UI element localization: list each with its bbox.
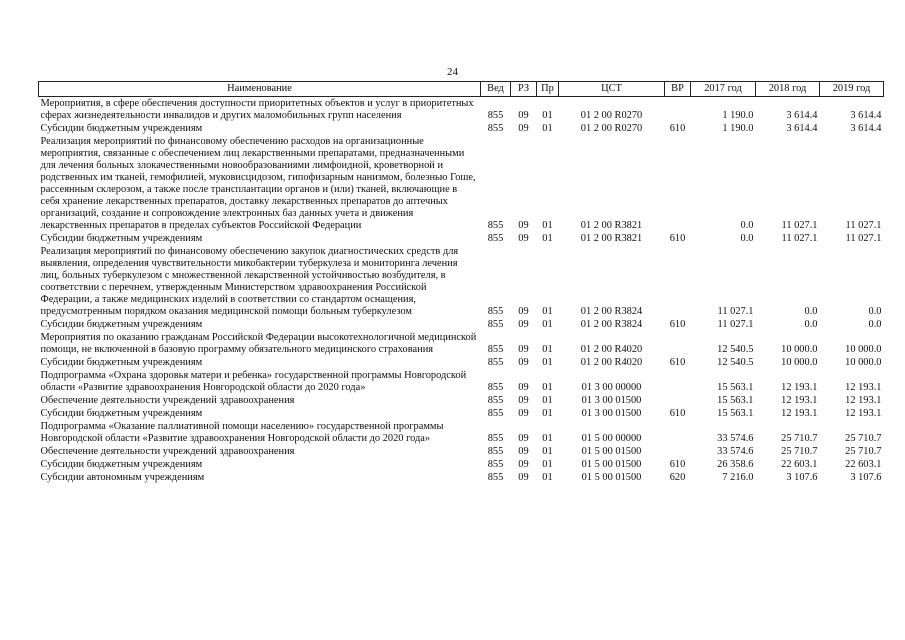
cell-rz: 09 <box>518 110 529 121</box>
cell-cst: 01 3 00 00000 <box>581 382 642 393</box>
cell-ved: 855 <box>487 233 504 244</box>
header-pr: Пр <box>537 82 559 97</box>
cell-vr <box>665 420 691 445</box>
cell-name: Мероприятия по оказанию гражданам Российской Федерации высокотехнологичной медицинской помощи, не включенной в базовую программу обязательного медицинского страхования <box>40 332 477 355</box>
cell-ved: 855 <box>487 220 504 231</box>
table-row <box>39 445 884 458</box>
cell-cst: 01 3 00 01500 <box>581 395 642 406</box>
cell-rz: 09 <box>518 344 529 355</box>
cell-name: Подпрограмма «Охрана здоровья матери и ребенка» государственной программы Новгородской области «Развитие здравоохранения Новгородской области до 2020 года» <box>40 370 467 393</box>
cell-pr: 01 <box>542 319 553 330</box>
cell-pr: 01 <box>542 306 553 317</box>
cell-ved: 855 <box>487 459 504 470</box>
cell-2017: 1 190.0 <box>722 110 754 121</box>
cell-vr: 610 <box>669 408 686 419</box>
cell-2018: 10 000.0 <box>781 344 818 355</box>
cell-ved: 855 <box>487 408 504 419</box>
cell-2019: 3 614.4 <box>850 123 882 134</box>
cell-rz: 09 <box>518 472 529 483</box>
cell-rz: 09 <box>518 433 529 444</box>
cell-rz: 09 <box>518 459 529 470</box>
cell-pr: 01 <box>542 110 553 121</box>
header-2017: 2017 год <box>691 82 756 97</box>
cell-vr: 610 <box>669 123 686 134</box>
cell-pr: 01 <box>542 459 553 470</box>
cell-rz: 09 <box>518 220 529 231</box>
table-header-row <box>39 82 884 97</box>
cell-cst: 01 2 00 R0270 <box>580 110 643 121</box>
cell-name: Мероприятия, в сфере обеспечения доступности приоритетных объектов и услуг в приоритетных сферах жизнедеятельности инвалидов и других маломобильных групп населения <box>40 98 474 121</box>
cell-rz: 09 <box>518 395 529 406</box>
cell-pr: 01 <box>542 408 553 419</box>
cell-2018: 3 614.4 <box>786 123 818 134</box>
cell-2017: 12 540.5 <box>717 357 754 368</box>
cell-2019: 11 027.1 <box>845 220 882 231</box>
cell-cst: 01 5 00 01500 <box>581 446 642 457</box>
cell-2019: 25 710.7 <box>845 446 882 457</box>
cell-2017: 15 563.1 <box>717 408 754 419</box>
cell-2018: 12 193.1 <box>781 395 818 406</box>
cell-2019: 12 193.1 <box>845 382 882 393</box>
cell-name: Реализация мероприятий по финансовому обеспечению расходов на организационные мероприятия, связанные с обеспечением лиц лекарственными препаратами, предназначенными для лечения больных злокачественными новообразованиями лимфоидной, кроветворной и родственных им тканей, гемофилией, муковисцидозом, гипофизарным нанизмом, болезнью Гоше, рассеянным склерозом, а также после трансплантации органов и (или) тканей, включающие в себя хранение лекарственных препаратов, доставку лекарственных препаратов до аптечных организаций, создание и сопровождение электронных баз данных учета и движения лекарственных препаратов в пределах субъектов Российской Федерации <box>40 136 476 231</box>
cell-ved: 855 <box>487 395 504 406</box>
cell-ved: 855 <box>487 110 504 121</box>
cell-cst: 01 2 00 R3821 <box>580 233 643 244</box>
table-row <box>39 122 884 135</box>
cell-2017: 0.0 <box>740 220 754 231</box>
header-ved: Вед <box>481 82 511 97</box>
cell-name: Реализация мероприятий по финансовому обеспечению закупок диагностических средств для выявления, определения чувствительности микобактерии туберкулеза и мониторинга лечения лиц, больных туберкулезом с множественной лекарственной устойчивостью возбудителя, в соответствии с перечнем, утвержденным Министерством здравоохранения Российской Федерации, а также медицинских изделий в соответствии со стандартом оснащения, предусмотренным порядком оказания медицинской помощи больным туберкулезом <box>40 246 459 317</box>
cell-2018: 0.0 <box>804 319 818 330</box>
cell-cst: 01 2 00 R0270 <box>580 123 643 134</box>
cell-name: Обеспечение деятельности учреждений здравоохранения <box>40 446 295 457</box>
cell-2018: 10 000.0 <box>781 357 818 368</box>
cell-cst: 01 5 00 01500 <box>581 472 642 483</box>
table-row <box>39 331 884 356</box>
cell-2017: 15 563.1 <box>717 395 754 406</box>
cell-2018: 22 603.1 <box>781 459 818 470</box>
header-vr: ВР <box>665 82 691 97</box>
cell-rz: 09 <box>518 408 529 419</box>
cell-2019: 10 000.0 <box>845 344 882 355</box>
cell-vr <box>665 135 691 232</box>
cell-cst: 01 2 00 R3824 <box>580 319 643 330</box>
table-row <box>39 471 884 484</box>
cell-vr: 610 <box>669 459 686 470</box>
cell-ved: 855 <box>487 123 504 134</box>
cell-rz: 09 <box>518 357 529 368</box>
cell-pr: 01 <box>542 395 553 406</box>
cell-2018: 25 710.7 <box>781 433 818 444</box>
cell-vr: 610 <box>669 233 686 244</box>
cell-name: Обеспечение деятельности учреждений здравоохранения <box>40 395 295 406</box>
cell-cst: 01 2 00 R4020 <box>580 344 643 355</box>
cell-2018: 0.0 <box>804 306 818 317</box>
table-row <box>39 232 884 245</box>
cell-vr <box>665 369 691 394</box>
page-number: 24 <box>447 66 458 78</box>
cell-ved: 855 <box>487 433 504 444</box>
cell-name: Субсидии автономным учреждениям <box>40 472 205 483</box>
cell-2019: 0.0 <box>868 319 882 330</box>
cell-pr: 01 <box>542 357 553 368</box>
header-cst: ЦСТ <box>559 82 665 97</box>
table-row <box>39 97 884 123</box>
cell-ved: 855 <box>487 306 504 317</box>
cell-2019: 11 027.1 <box>845 233 882 244</box>
cell-cst: 01 5 00 00000 <box>581 433 642 444</box>
cell-ved: 855 <box>487 344 504 355</box>
cell-2017: 26 358.6 <box>717 459 754 470</box>
cell-2019: 25 710.7 <box>845 433 882 444</box>
table-row <box>39 135 884 232</box>
cell-pr: 01 <box>542 382 553 393</box>
table-row <box>39 394 884 407</box>
cell-2018: 3 107.6 <box>786 472 818 483</box>
cell-2019: 12 193.1 <box>845 408 882 419</box>
cell-ved: 855 <box>487 446 504 457</box>
cell-rz: 09 <box>518 382 529 393</box>
cell-2017: 11 027.1 <box>717 306 754 317</box>
cell-2017: 7 216.0 <box>722 472 754 483</box>
cell-vr: 610 <box>669 357 686 368</box>
cell-pr: 01 <box>542 233 553 244</box>
header-2019: 2019 год <box>820 82 884 97</box>
cell-name: Субсидии бюджетным учреждениям <box>40 319 203 330</box>
cell-cst: 01 3 00 01500 <box>581 408 642 419</box>
table-body <box>39 97 884 485</box>
cell-2019: 3 107.6 <box>850 472 882 483</box>
cell-vr: 620 <box>669 472 686 483</box>
cell-rz: 09 <box>518 233 529 244</box>
cell-vr <box>665 445 691 458</box>
cell-pr: 01 <box>542 433 553 444</box>
cell-2017: 12 540.5 <box>717 344 754 355</box>
cell-cst: 01 5 00 01500 <box>581 459 642 470</box>
cell-name: Подпрограмма «Оказание паллиативной помощи населению» государственной программы Новгородской области «Развитие здравоохранения Новгородской области до 2020 года» <box>40 421 444 444</box>
table-row <box>39 369 884 394</box>
cell-2017: 0.0 <box>740 233 754 244</box>
cell-2018: 12 193.1 <box>781 382 818 393</box>
header-name: Наименование <box>39 82 481 97</box>
cell-name: Субсидии бюджетным учреждениям <box>40 123 203 134</box>
cell-name: Субсидии бюджетным учреждениям <box>40 233 203 244</box>
header-rz: РЗ <box>511 82 537 97</box>
header-2018: 2018 год <box>756 82 820 97</box>
cell-pr: 01 <box>542 472 553 483</box>
cell-2017: 33 574.6 <box>717 433 754 444</box>
cell-2018: 3 614.4 <box>786 110 818 121</box>
cell-ved: 855 <box>487 472 504 483</box>
cell-vr <box>665 394 691 407</box>
cell-pr: 01 <box>542 344 553 355</box>
cell-vr <box>665 245 691 318</box>
table-row <box>39 356 884 369</box>
cell-vr: 610 <box>669 319 686 330</box>
cell-rz: 09 <box>518 446 529 457</box>
cell-2019: 22 603.1 <box>845 459 882 470</box>
cell-2017: 15 563.1 <box>717 382 754 393</box>
cell-2019: 12 193.1 <box>845 395 882 406</box>
table-row <box>39 407 884 420</box>
cell-2018: 11 027.1 <box>781 233 818 244</box>
cell-2019: 3 614.4 <box>850 110 882 121</box>
cell-2017: 11 027.1 <box>717 319 754 330</box>
cell-rz: 09 <box>518 306 529 317</box>
cell-vr <box>665 331 691 356</box>
cell-2017: 33 574.6 <box>717 446 754 457</box>
cell-cst: 01 2 00 R3821 <box>580 220 643 231</box>
table-row <box>39 318 884 331</box>
cell-ved: 855 <box>487 382 504 393</box>
cell-2018: 25 710.7 <box>781 446 818 457</box>
table-row <box>39 458 884 471</box>
cell-ved: 855 <box>487 319 504 330</box>
cell-2018: 12 193.1 <box>781 408 818 419</box>
budget-table <box>38 81 884 484</box>
table-row <box>39 420 884 445</box>
cell-pr: 01 <box>542 446 553 457</box>
cell-2019: 10 000.0 <box>845 357 882 368</box>
cell-2017: 1 190.0 <box>722 123 754 134</box>
cell-name: Субсидии бюджетным учреждениям <box>40 459 203 470</box>
cell-cst: 01 2 00 R4020 <box>580 357 643 368</box>
cell-ved: 855 <box>487 357 504 368</box>
cell-name: Субсидии бюджетным учреждениям <box>40 357 203 368</box>
cell-2019: 0.0 <box>868 306 882 317</box>
cell-pr: 01 <box>542 220 553 231</box>
cell-pr: 01 <box>542 123 553 134</box>
cell-rz: 09 <box>518 123 529 134</box>
cell-2018: 11 027.1 <box>781 220 818 231</box>
cell-vr <box>665 97 691 123</box>
cell-rz: 09 <box>518 319 529 330</box>
table-row <box>39 245 884 318</box>
cell-cst: 01 2 00 R3824 <box>580 306 643 317</box>
cell-name: Субсидии бюджетным учреждениям <box>40 408 203 419</box>
